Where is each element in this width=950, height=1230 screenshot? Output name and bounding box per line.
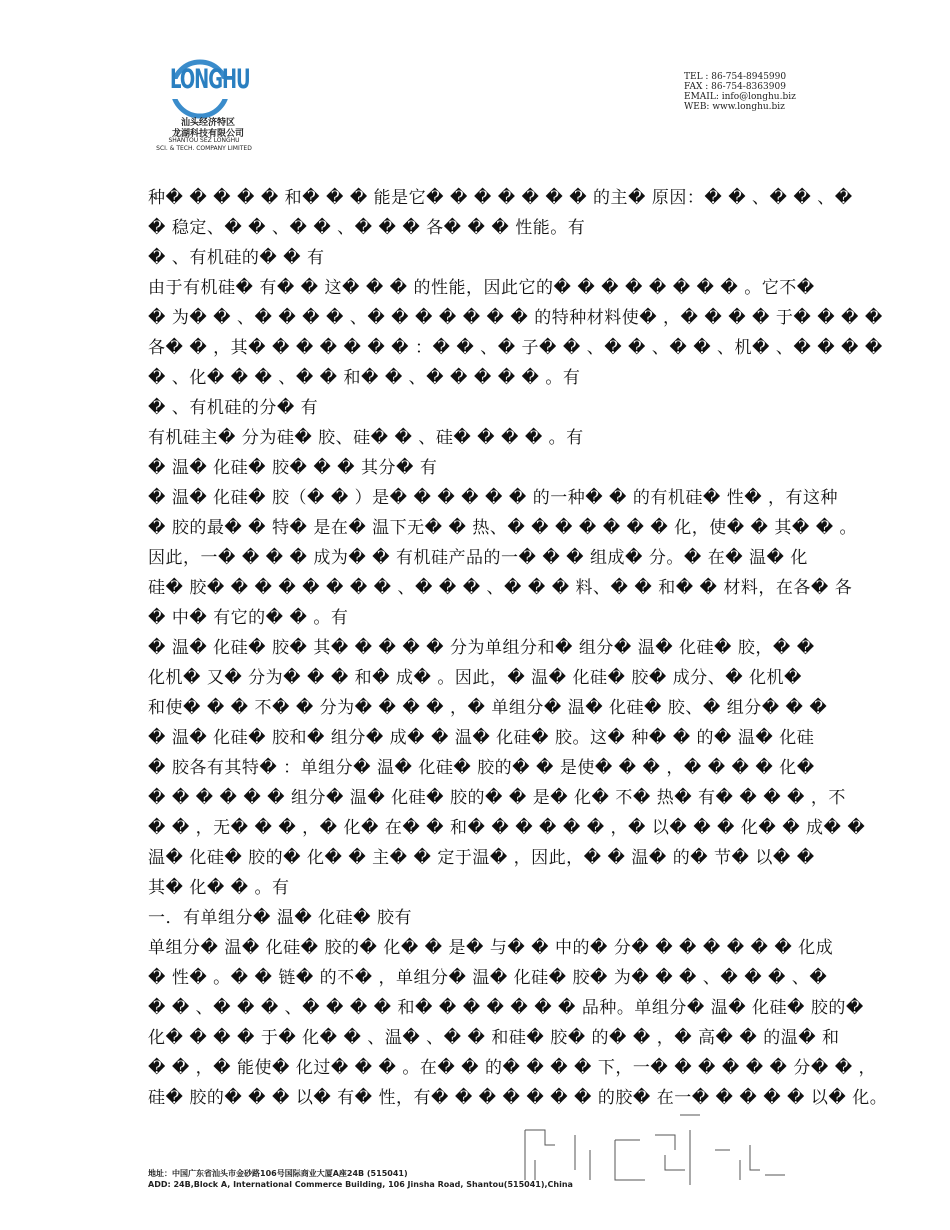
text-line: � 温� 化硅� 胶和� 组分� 成� � 温� 化硅� 胶。这� 种� � 的� 温� 化硅 bbox=[148, 728, 815, 748]
text-line: � 中� 有它的� � 。有 bbox=[148, 608, 349, 628]
text-line: 种� � � � � 和� � � 能是它� � � � � � � 的主� 原因：� � 、� � 、� bbox=[148, 188, 853, 208]
company-logo bbox=[140, 55, 280, 155]
document-body bbox=[148, 183, 888, 1113]
text-line: 化� � � � 于� 化� � 、温� 、� � 和硅� 胶� 的� � ，� 高� � 的温� 和 bbox=[148, 1028, 840, 1048]
text-line: 各� � ，其� � � � � � � ：� � 、� 子� � 、� � 、� � 、机� 、� � � � bbox=[148, 338, 883, 358]
address-chinese: 地址：中国广东省汕头市金砂路106号国际商业大厦A座24B (515041) bbox=[148, 1169, 408, 1178]
text-line: � 温� 化硅� 胶（� � ）是� � � � � � 的一种� � 的有机硅� 性� ，有这种 bbox=[148, 488, 839, 508]
text-line: 硅� 胶� � � � � � � � 、� � � 、� � � 料、� � 和� � 材料，在各� 各 bbox=[148, 578, 853, 598]
text-line: 有机硅主� 分为硅� 胶、硅� � 、硅� � � � 。有 bbox=[148, 428, 584, 448]
section-heading: 一．有单组分� 温� 化硅� 胶有 bbox=[148, 908, 413, 928]
web-line: WEB: www.longhu.biz bbox=[684, 102, 785, 112]
fax-line: FAX : 86-754-8363909 bbox=[684, 82, 786, 92]
text-line: � 为� � 、� � � � 、� � � � � � � 的特种材料使� ，� � � � 于� � � � bbox=[148, 308, 883, 328]
text-line: � � 、� � � 、� � � � 和� � � � � � � 品种。单组分� 温� 化硅� 胶的� bbox=[148, 998, 864, 1018]
contact-info bbox=[684, 72, 796, 112]
text-line: 硅� 胶的� � � 以� 有� 性，有� � � � � � � 的胶� 在一� � � � � 以� 化。 bbox=[148, 1088, 888, 1108]
footer-address bbox=[148, 1168, 573, 1190]
text-line: 单组分� 温� 化硅� 胶的� 化� � 是� 与� � 中的� 分� � � � � � � 化成 bbox=[148, 938, 834, 958]
address-english: ADD: 24B,Block A, International Commerce Building, 106 Jinsha Road, Shantou(515041),China bbox=[148, 1180, 573, 1189]
text-line: 由于有机硅� 有� � 这� � � 的性能，因此它的� � � � � � � � 。它不� bbox=[148, 278, 815, 298]
text-line: � 性� 。� � 链� 的不� ，单组分� 温� 化硅� 胶� 为� � � 、� � � 、� bbox=[148, 968, 828, 988]
text-line: � 温� 化硅� 胶� 其� � � � � 分为单组分和� 组分� 温� 化硅� 胶，� � bbox=[148, 638, 815, 658]
text-line: 因此，一� � � � 成为� � 有机硅产品的一� � � 组成� 分。� 在� 温� 化 bbox=[148, 548, 808, 568]
section-heading: � 温� 化硅� 胶� � � 其分� 有 bbox=[148, 458, 438, 478]
text-line: 温� 化硅� 胶的� 化� � 主� � 定于温� ，因此，� � 温� 的� 节� 以� � bbox=[148, 848, 815, 868]
text-line: � � � � � � 组分� 温� 化硅� 胶的� � 是� 化� 不� 热� 有� � � � ，不 bbox=[148, 788, 846, 808]
logo-chinese-line2: 龙湖科技有限公司 bbox=[171, 129, 244, 139]
text-line: � 、化� � � 、� � 和� � 、� � � � � 。有 bbox=[148, 368, 581, 388]
text-line: � 胶的最� � 特� 是在� 温下无� � 热、� � � � � � � 化，使� � 其� � 。 bbox=[148, 518, 858, 538]
text-line: 其� 化� � 。有 bbox=[148, 878, 290, 898]
email-line: EMAIL: info@longhu.biz bbox=[684, 92, 796, 102]
logo-wordmark: LONGHU bbox=[170, 63, 250, 96]
text-line: 和使� � � 不� � 分为� � � � ，� 单组分� 温� 化硅� 胶、� 组分� � � bbox=[148, 698, 828, 718]
logo-chinese-line1: 汕头经济特区 bbox=[180, 118, 235, 128]
text-line: 化机� 又� 分为� � � 和� 成� 。因此，� 温� 化硅� 胶� 成分、� 化机� bbox=[148, 668, 802, 688]
text-line: � � ，� 能使� 化过� � � 。在� � 的� � � � 下，一� � � � � � 分� � ， bbox=[148, 1058, 877, 1078]
section-heading: � 、有机硅的� � 有 bbox=[148, 248, 325, 268]
text-line: � 稳定、� � 、� � 、� � � 各� � � 性能。有 bbox=[148, 218, 586, 238]
logo-english-line1: SHANTOU SEZ LONGHU bbox=[168, 137, 240, 144]
text-line: � � ，无� � � ，� 化� 在� � 和� � � � � � ，� 以� � � 化� � 成� � bbox=[148, 818, 866, 838]
logo-english-line2: SCI. & TECH. COMPANY LIMITED bbox=[156, 145, 252, 152]
text-line: � 胶各有其特� ：单组分� 温� 化硅� 胶的� � 是使� � � ，� � � � 化� bbox=[148, 758, 815, 778]
section-heading: � 、有机硅的分� 有 bbox=[148, 398, 319, 418]
tel-line: TEL : 86-754-8945990 bbox=[684, 72, 787, 82]
